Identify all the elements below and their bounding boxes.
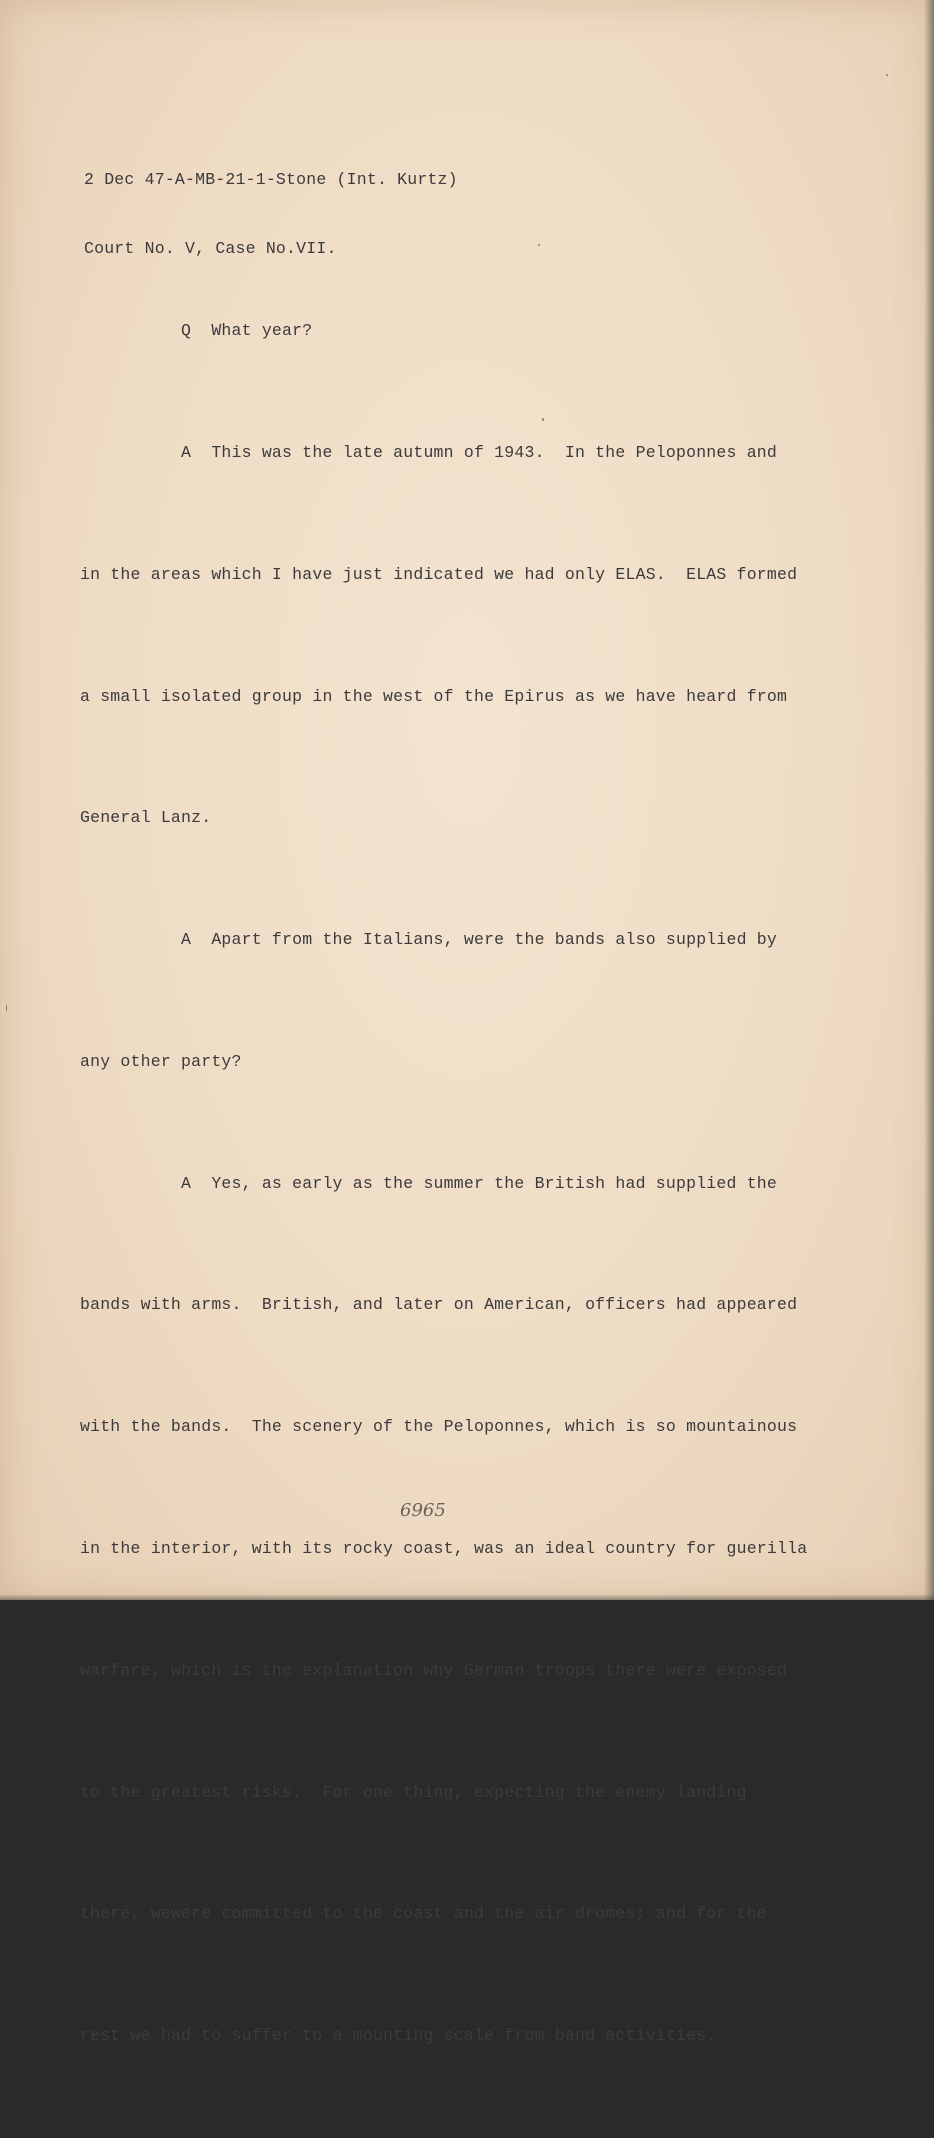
- scan-edge-right: [924, 0, 934, 1600]
- transcript-line: any other party?: [80, 1051, 242, 1071]
- scan-edge-bottom: [0, 1594, 934, 1600]
- transcript-line: bands with arms. British, and later on American, officers had appeared: [80, 1295, 798, 1315]
- transcript-line: a small isolated group in the west of the Epirus as we have heard from: [80, 686, 788, 706]
- transcript-line: A Apart from the Italians, were the bands also supplied by: [80, 930, 778, 950]
- paper-speck: [538, 244, 540, 246]
- transcript-body: [80, 230, 807, 2138]
- paper-speck: [542, 418, 544, 421]
- transcript-line: to the greatest risks. For one thing, expecting the enemy landing: [80, 1782, 747, 1802]
- transcript-line: rest we had to suffer to a mounting scale from band activities.: [80, 2026, 717, 2046]
- transcript-line: warfare, which is the explanation why German troops there were exposed: [80, 1660, 788, 1680]
- header-line-case-reference: 2 Dec 47-A-MB-21-1-Stone (Int. Kurtz): [84, 170, 458, 189]
- transcript-line: A This was the late autumn of 1943. In the Peloponnes and: [80, 442, 778, 462]
- transcript-line: A Yes, as early as the summer the British had supplied the: [80, 1173, 778, 1193]
- paper-speck: [6, 1004, 7, 1012]
- transcript-line: there, wewere committed to the coast and the air dromes; and for the: [80, 1904, 767, 1924]
- transcript-line: Q What year?: [80, 321, 313, 341]
- transcript-line: in the interior, with its rocky coast, was an ideal country for guerilla: [80, 1539, 808, 1558]
- paper-speck: [886, 74, 888, 76]
- transcript-line: General Lanz.: [80, 808, 212, 828]
- transcript-line: in the areas which I have just indicated we had only ELAS. ELAS formed: [80, 564, 798, 584]
- page-number: 6965: [400, 1500, 446, 1521]
- transcript-line: with the bands. The scenery of the Peloponnes, which is so mountainous: [80, 1417, 798, 1437]
- header-line-court: Court No. V, Case No.VII.: [84, 239, 337, 258]
